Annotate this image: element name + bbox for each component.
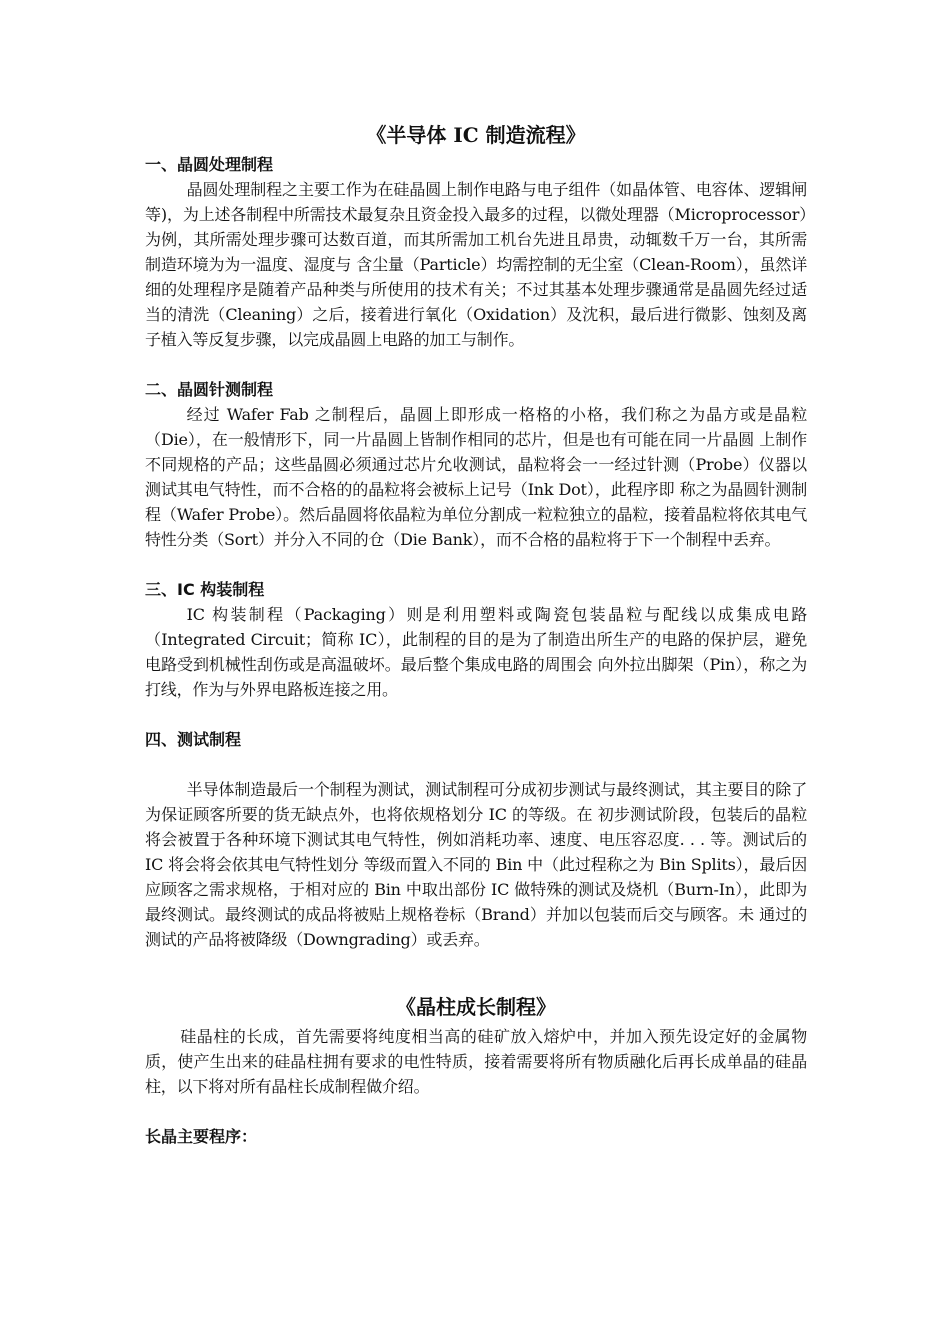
spacer: [145, 702, 807, 727]
document-page: [145, 118, 807, 1149]
section-heading-wafer-probe: 二、晶圆针测制程: [145, 380, 274, 399]
crystal-growth-intro: 硅晶柱的长成，首先需要将纯度相当高的硅矿放入熔炉中，并加入预先设定好的金属物质，使产生出来的硅晶柱拥有要求的电性特质，接着需要将所有物质融化后再长成单晶的硅晶柱，以下将对所有晶柱长成制程做介绍。: [145, 1027, 807, 1096]
crystal-growth-subheading: 长晶主要程序：: [145, 1127, 258, 1146]
section-paragraph-testing: 半导体制造最后一个制程为测试，测试制程可分成初步测试与最终测试，其主要目的除了为保证顾客所要的货无缺点外，也将依规格划分 IC 的等级。在 初步测试阶段，包装后的晶粒将会被置于各种环境下测试其电气特性，例如消耗功率、速度、电压容忍度. . . 等。测试后的 IC 将会将会依其电气特性划分 等级而置入不同的 Bin 中（此过程称之为 Bin Splits），最后因应顾客之需求规格，于相对应的 Bin 中取出部份 IC 做特殊的测试及烧机（Burn-In），此即为最终测试。最终测试的成品将被贴上规格卷标（Brand）并加以包装而后交与顾客。未 通过的测试的产品将被降级（Downgrading）或丢弃。: [145, 780, 807, 949]
section-paragraph-wafer-probe: 经过 Wafer Fab 之制程后，晶圆上即形成一格格的小格，我们称之为晶方或是晶粒（Die），在一般情形下，同一片晶圆上皆制作相同的芯片，但是也有可能在同一片晶圆 上制作不同规格的产品；这些晶圆必须通过芯片允收测试，晶粒将会一一经过针测（Probe）仪器以测试其电气特性，而不合格的的晶粒将会被标上记号（Ink Dot），此程序即 称之为晶圆针测制程（Wafer Probe）。然后晶圆将依晶粒为单位分割成一粒粒独立的晶粒，接着晶粒将依其电气特性分类（Sort）并分入不同的仓（Die Bank），而不合格的晶粒将于下一个制程中丢弃。: [145, 405, 807, 549]
spacer: [145, 752, 807, 777]
document-title: 《半导体 IC 制造流程》: [366, 123, 586, 147]
section-heading-testing: 四、测试制程: [145, 730, 242, 749]
crystal-growth-title: 《晶柱成长制程》: [396, 995, 556, 1019]
section-heading-packaging: 三、IC 构装制程: [145, 580, 265, 599]
spacer: [145, 552, 807, 577]
spacer: [145, 1099, 807, 1124]
section-paragraph-packaging: IC 构装制程（Packaging）则是利用塑料或陶瓷包装晶粒与配线以成集成电路（Integrated Circuit；简称 IC），此制程的目的是为了制造出所生产的电路的保护层，避免电路受到机械性刮伤或是高温破坏。最后整个集成电路的周围会 向外拉出脚架（Pin），称之为打线，作为与外界电路板连接之用。: [145, 605, 807, 699]
section-paragraph-wafer-processing: 晶圆处理制程之主要工作为在硅晶圆上制作电路与电子组件（如晶体管、电容体、逻辑闸等)，为上述各制程中所需技术最复杂且资金投入最多的过程，以微处理器（Microprocessor）为例，其所需处理步骤可达数百道，而其所需加工机台先进且昂贵，动辄数千万一台，其所需制造环境为为一温度、湿度与 含尘量（Particle）均需控制的无尘室（Clean-Room），虽然详细的处理程序是随着产品种类与所使用的技术有关；不过其基本处理步骤通常是晶圆先经过适 当的清洗（Cleaning）之后，接着进行氧化（Oxidation）及沈积，最后进行微影、蚀刻及离子植入等反复步骤，以完成晶圆上电路的加工与制作。: [145, 180, 807, 349]
spacer: [145, 352, 807, 377]
section-heading-wafer-processing: 一、晶圆处理制程: [145, 155, 274, 174]
